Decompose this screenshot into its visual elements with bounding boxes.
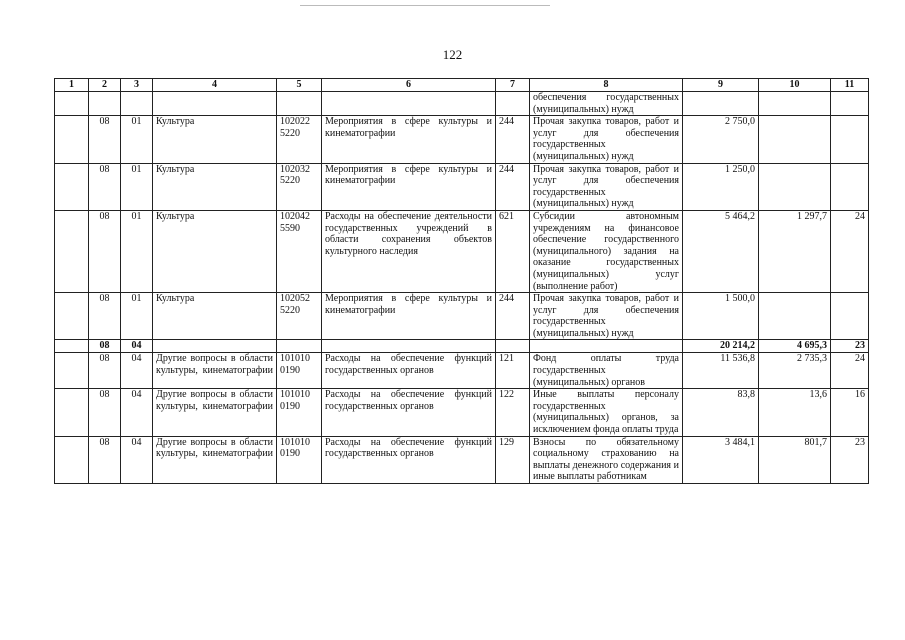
cell-expense-type: 122 xyxy=(496,389,530,436)
cell-percent: 23 xyxy=(831,436,869,483)
cell-section-name xyxy=(153,340,277,353)
cell-target-code: 102032 5220 xyxy=(277,163,322,210)
table-row xyxy=(55,163,869,210)
cell-target-name: Расходы на обеспечение деятельности государственных учреждений в области сохранения объектов культурного наследия xyxy=(322,210,496,292)
cell-percent: 16 xyxy=(831,389,869,436)
cell-subsection: 01 xyxy=(121,163,153,210)
subtotal-row xyxy=(55,340,869,353)
cell-target-name xyxy=(322,92,496,116)
cell-expense-type: 244 xyxy=(496,293,530,340)
cell-section-name: Культура xyxy=(153,116,277,163)
table-row xyxy=(55,116,869,163)
cell-amount-actual xyxy=(759,92,831,116)
table-row xyxy=(55,389,869,436)
header-row xyxy=(55,79,869,92)
cell-section: 08 xyxy=(89,436,121,483)
cell-percent xyxy=(831,163,869,210)
cell-section: 08 xyxy=(89,293,121,340)
cell-section-name xyxy=(153,92,277,116)
cell-amount-actual xyxy=(759,116,831,163)
cell-amount-plan xyxy=(683,92,759,116)
cell-target-code: 102022 5220 xyxy=(277,116,322,163)
cell-target-code: 101010 0190 xyxy=(277,389,322,436)
cell-expense-name xyxy=(530,340,683,353)
cell-amount-plan: 3 484,1 xyxy=(683,436,759,483)
cell-section-name: Культура xyxy=(153,210,277,292)
cell-index xyxy=(55,436,89,483)
cell-percent xyxy=(831,116,869,163)
cell-expense-type xyxy=(496,340,530,353)
cell-expense-name: Фонд оплаты труда государственных (муниципальных) органов xyxy=(530,353,683,389)
cell-section: 08 xyxy=(89,353,121,389)
column-header: 1 xyxy=(55,79,89,92)
cell-target-name: Расходы на обеспечение функций государственных органов xyxy=(322,436,496,483)
table-row xyxy=(55,293,869,340)
cell-target-code: 101010 0190 xyxy=(277,353,322,389)
cell-percent: 24 xyxy=(831,353,869,389)
cell-expense-name: Прочая закупка товаров, работ и услуг для обеспечения государственных (муниципальных) нужд xyxy=(530,116,683,163)
cell-index xyxy=(55,389,89,436)
cell-section xyxy=(89,92,121,116)
cell-index xyxy=(55,293,89,340)
cell-section-name: Другие вопросы в области культуры, кинематографии xyxy=(153,389,277,436)
cell-subsection: 04 xyxy=(121,353,153,389)
cell-index xyxy=(55,353,89,389)
cell-expense-name: Иные выплаты персоналу государственных (муниципальных) органов, за исключением фонда оплаты труда xyxy=(530,389,683,436)
cell-amount-plan: 2 750,0 xyxy=(683,116,759,163)
cell-amount-actual: 801,7 xyxy=(759,436,831,483)
scan-top-edge xyxy=(300,0,550,6)
cell-target-name: Расходы на обеспечение функций государственных органов xyxy=(322,389,496,436)
column-header: 3 xyxy=(121,79,153,92)
cell-section-name: Культура xyxy=(153,163,277,210)
column-header: 2 xyxy=(89,79,121,92)
cell-section: 08 xyxy=(89,163,121,210)
cell-expense-type: 121 xyxy=(496,353,530,389)
cell-index xyxy=(55,340,89,353)
table-row xyxy=(55,92,869,116)
cell-section: 08 xyxy=(89,116,121,163)
cell-amount-plan: 11 536,8 xyxy=(683,353,759,389)
cell-expense-name: Взносы по обязательному социальному страхованию на выплаты денежного содержания и иные выплаты работникам xyxy=(530,436,683,483)
cell-section-name: Другие вопросы в области культуры, кинематографии xyxy=(153,353,277,389)
cell-subsection: 04 xyxy=(121,389,153,436)
cell-section-name: Культура xyxy=(153,293,277,340)
cell-section: 08 xyxy=(89,389,121,436)
cell-target-name xyxy=(322,340,496,353)
cell-amount-plan: 83,8 xyxy=(683,389,759,436)
cell-amount-actual xyxy=(759,163,831,210)
cell-expense-name: Субсидии автономным учреждениям на финансовое обеспечение государственного (муниципального) задания на оказание государственных (муниципальных) услуг (выполнение работ) xyxy=(530,210,683,292)
cell-percent xyxy=(831,293,869,340)
cell-amount-actual: 13,6 xyxy=(759,389,831,436)
table-row xyxy=(55,353,869,389)
cell-target-name: Расходы на обеспечение функций государственных органов xyxy=(322,353,496,389)
cell-amount-actual: 2 735,3 xyxy=(759,353,831,389)
cell-expense-type: 621 xyxy=(496,210,530,292)
cell-amount-plan: 1 500,0 xyxy=(683,293,759,340)
cell-target-code: 102052 5220 xyxy=(277,293,322,340)
cell-subsection: 01 xyxy=(121,293,153,340)
cell-subsection: 01 xyxy=(121,116,153,163)
cell-target-code: 101010 0190 xyxy=(277,436,322,483)
cell-subsection: 01 xyxy=(121,210,153,292)
page-number: 122 xyxy=(442,47,463,62)
cell-index xyxy=(55,116,89,163)
table-row xyxy=(55,210,869,292)
cell-amount-plan: 1 250,0 xyxy=(683,163,759,210)
cell-expense-name: обеспечения государственных (муниципальных) нужд xyxy=(530,92,683,116)
cell-amount-actual: 4 695,3 xyxy=(759,340,831,353)
cell-percent: 23 xyxy=(831,340,869,353)
column-header: 5 xyxy=(277,79,322,92)
cell-expense-type: 244 xyxy=(496,163,530,210)
column-header: 4 xyxy=(153,79,277,92)
cell-index xyxy=(55,163,89,210)
cell-section-name: Другие вопросы в области культуры, кинематографии xyxy=(153,436,277,483)
cell-percent xyxy=(831,92,869,116)
column-header: 6 xyxy=(322,79,496,92)
cell-amount-actual xyxy=(759,293,831,340)
cell-target-code: 102042 5590 xyxy=(277,210,322,292)
cell-subsection: 04 xyxy=(121,436,153,483)
column-header: 7 xyxy=(496,79,530,92)
cell-section: 08 xyxy=(89,210,121,292)
column-header: 8 xyxy=(530,79,683,92)
cell-target-name: Мероприятия в сфере культуры и кинематографии xyxy=(322,293,496,340)
table-row xyxy=(55,436,869,483)
cell-subsection: 04 xyxy=(121,340,153,353)
cell-expense-name: Прочая закупка товаров, работ и услуг для обеспечения государственных (муниципальных) нужд xyxy=(530,163,683,210)
cell-target-name: Мероприятия в сфере культуры и кинематографии xyxy=(322,163,496,210)
budget-table xyxy=(54,78,869,484)
cell-subsection xyxy=(121,92,153,116)
cell-amount-plan: 5 464,2 xyxy=(683,210,759,292)
cell-expense-type: 129 xyxy=(496,436,530,483)
cell-section: 08 xyxy=(89,340,121,353)
cell-index xyxy=(55,210,89,292)
column-header: 9 xyxy=(683,79,759,92)
cell-target-code xyxy=(277,340,322,353)
cell-expense-name: Прочая закупка товаров, работ и услуг для обеспечения государственных (муниципальных) нужд xyxy=(530,293,683,340)
cell-amount-actual: 1 297,7 xyxy=(759,210,831,292)
cell-amount-plan: 20 214,2 xyxy=(683,340,759,353)
cell-percent: 24 xyxy=(831,210,869,292)
cell-expense-type: 244 xyxy=(496,116,530,163)
cell-expense-type xyxy=(496,92,530,116)
column-header: 10 xyxy=(759,79,831,92)
column-header: 11 xyxy=(831,79,869,92)
cell-target-code xyxy=(277,92,322,116)
cell-target-name: Мероприятия в сфере культуры и кинематографии xyxy=(322,116,496,163)
cell-index xyxy=(55,92,89,116)
